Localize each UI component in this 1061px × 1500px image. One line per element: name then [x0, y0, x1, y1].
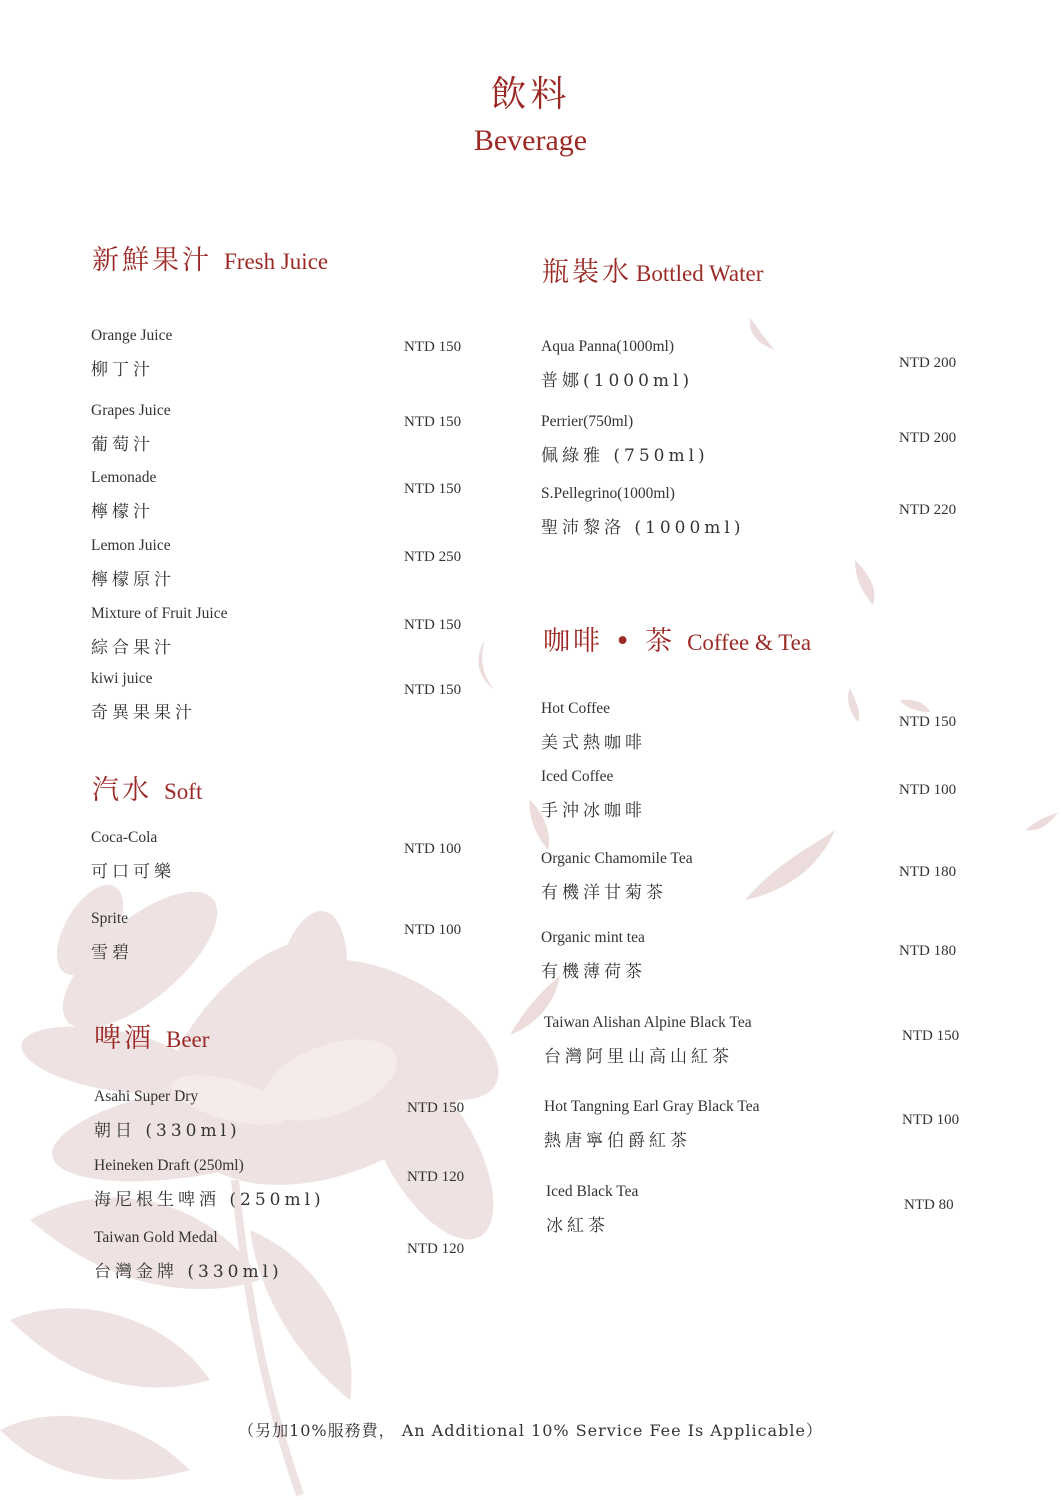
item-name-chinese: 有機洋甘菊茶 — [541, 883, 667, 903]
item-price: NTD 200 — [899, 355, 957, 371]
item-name-english: Aqua Panna(1000ml) — [541, 338, 675, 355]
item-name-chinese: 可口可樂 — [91, 862, 175, 882]
item-price: NTD 150 — [404, 481, 462, 497]
menu-item — [94, 1088, 514, 1141]
menu-title-english: Beverage — [473, 124, 588, 157]
section-title-english: Soft — [164, 779, 203, 804]
menu-item — [94, 1157, 514, 1210]
item-name-chinese: 聖沛黎洛 (1000ml) — [541, 518, 745, 538]
item-name-english: Heineken Draft (250ml) — [94, 1157, 244, 1174]
item-name-chinese: 朝日 (330ml) — [94, 1121, 241, 1141]
menu-item — [541, 485, 961, 538]
menu-item — [541, 338, 961, 391]
item-name-chinese: 檸檬原汁 — [91, 570, 175, 590]
item-price: NTD 220 — [899, 502, 957, 518]
item-name-chinese: 冰紅茶 — [546, 1216, 609, 1236]
section-heading-coffee-tea — [543, 619, 811, 658]
item-price: NTD 180 — [899, 864, 957, 880]
section-heading-bottled-water — [542, 250, 763, 289]
menu-item — [91, 537, 511, 590]
item-price: NTD 150 — [902, 1028, 960, 1044]
menu-item — [544, 1098, 964, 1151]
item-name-english: Orange Juice — [91, 327, 173, 344]
item-price: NTD 80 — [904, 1197, 954, 1213]
item-name-chinese: 檸檬汁 — [91, 502, 154, 522]
item-price: NTD 150 — [404, 682, 462, 698]
item-price: NTD 100 — [899, 782, 957, 798]
menu-item — [91, 670, 511, 723]
item-name-english: Hot Coffee — [541, 700, 611, 717]
menu-item — [541, 700, 961, 753]
item-price: NTD 120 — [407, 1169, 465, 1185]
service-fee-note: （另加10%服務費， An Additional 10% Service Fee Is Applicable） — [238, 1421, 823, 1440]
item-price: NTD 250 — [404, 549, 462, 565]
item-name-english: Taiwan Gold Medal — [94, 1229, 218, 1246]
item-price: NTD 150 — [404, 414, 462, 430]
menu-item — [541, 929, 961, 982]
item-name-chinese: 葡萄汁 — [91, 435, 154, 455]
item-name-english: Coca-Cola — [91, 829, 158, 846]
menu-item — [541, 850, 961, 903]
item-price: NTD 120 — [407, 1241, 465, 1257]
item-name-chinese: 普娜(1000ml) — [541, 371, 694, 391]
section-heading-beer — [94, 1016, 209, 1055]
menu-item — [91, 910, 511, 963]
item-name-english: S.Pellegrino(1000ml) — [541, 485, 675, 502]
section-title-chinese: 咖啡 • 茶 — [543, 626, 676, 657]
item-price: NTD 200 — [899, 430, 957, 446]
menu-item — [91, 327, 511, 380]
item-name-english: Organic mint tea — [541, 929, 645, 946]
menu-item — [91, 469, 511, 522]
item-price: NTD 150 — [404, 339, 462, 355]
item-name-chinese: 綜合果汁 — [91, 638, 175, 658]
item-name-english: Lemon Juice — [91, 537, 171, 554]
item-name-chinese: 海尼根生啤酒 (250ml) — [94, 1190, 325, 1210]
menu-item — [91, 605, 511, 658]
item-name-english: Taiwan Alishan Alpine Black Tea — [544, 1014, 752, 1031]
section-title-chinese: 瓶裝水 — [542, 257, 632, 288]
item-price: NTD 180 — [899, 943, 957, 959]
item-name-chinese: 雪碧 — [91, 943, 133, 963]
item-name-chinese: 手沖冰咖啡 — [541, 801, 646, 821]
item-name-chinese: 台灣阿里山高山紅茶 — [544, 1047, 733, 1067]
item-name-chinese: 美式熱咖啡 — [541, 733, 646, 753]
item-name-english: Grapes Juice — [91, 402, 171, 419]
menu-item — [91, 402, 511, 455]
section-title-english: Bottled Water — [636, 261, 764, 286]
item-name-english: Sprite — [91, 910, 129, 927]
item-name-english: Perrier(750ml) — [541, 413, 634, 430]
item-name-chinese: 熱唐寧伯爵紅茶 — [544, 1131, 691, 1151]
menu-item — [91, 829, 511, 882]
section-title-chinese: 新鮮果汁 — [92, 245, 212, 276]
section-title-english: Fresh Juice — [224, 249, 329, 274]
item-name-chinese: 有機薄荷茶 — [541, 962, 646, 982]
item-name-english: Iced Coffee — [541, 768, 614, 785]
item-name-chinese: 台灣金牌 (330ml) — [94, 1262, 283, 1282]
section-title-chinese: 啤酒 — [94, 1023, 154, 1054]
item-name-english: Asahi Super Dry — [94, 1088, 199, 1105]
item-price: NTD 100 — [902, 1112, 960, 1128]
item-price: NTD 150 — [407, 1100, 465, 1116]
section-title-english: Beer — [166, 1027, 210, 1052]
menu-item — [541, 768, 961, 821]
item-name-english: Lemonade — [91, 469, 157, 486]
section-heading-fresh-juice — [92, 238, 328, 277]
menu-item — [541, 413, 961, 466]
section-heading-soft — [92, 768, 202, 807]
menu-item — [94, 1229, 514, 1282]
item-price: NTD 100 — [404, 922, 462, 938]
section-title-chinese: 汽水 — [92, 775, 152, 806]
item-name-chinese: 柳丁汁 — [91, 360, 154, 380]
item-name-english: Hot Tangning Earl Gray Black Tea — [544, 1098, 760, 1115]
item-price: NTD 100 — [404, 841, 462, 857]
menu-item — [546, 1183, 966, 1236]
item-name-chinese: 奇異果果汁 — [91, 703, 196, 723]
menu-title-chinese: 飲料 — [490, 74, 571, 115]
item-price: NTD 150 — [404, 617, 462, 633]
item-name-english: Mixture of Fruit Juice — [91, 605, 228, 622]
menu-item — [544, 1014, 964, 1067]
item-name-english: Organic Chamomile Tea — [541, 850, 693, 867]
item-name-english: Iced Black Tea — [546, 1183, 639, 1200]
item-name-english: kiwi juice — [91, 670, 153, 687]
item-name-chinese: 佩綠雅 (750ml) — [541, 446, 709, 466]
section-title-english: Coffee & Tea — [687, 630, 812, 655]
item-price: NTD 150 — [899, 714, 957, 730]
